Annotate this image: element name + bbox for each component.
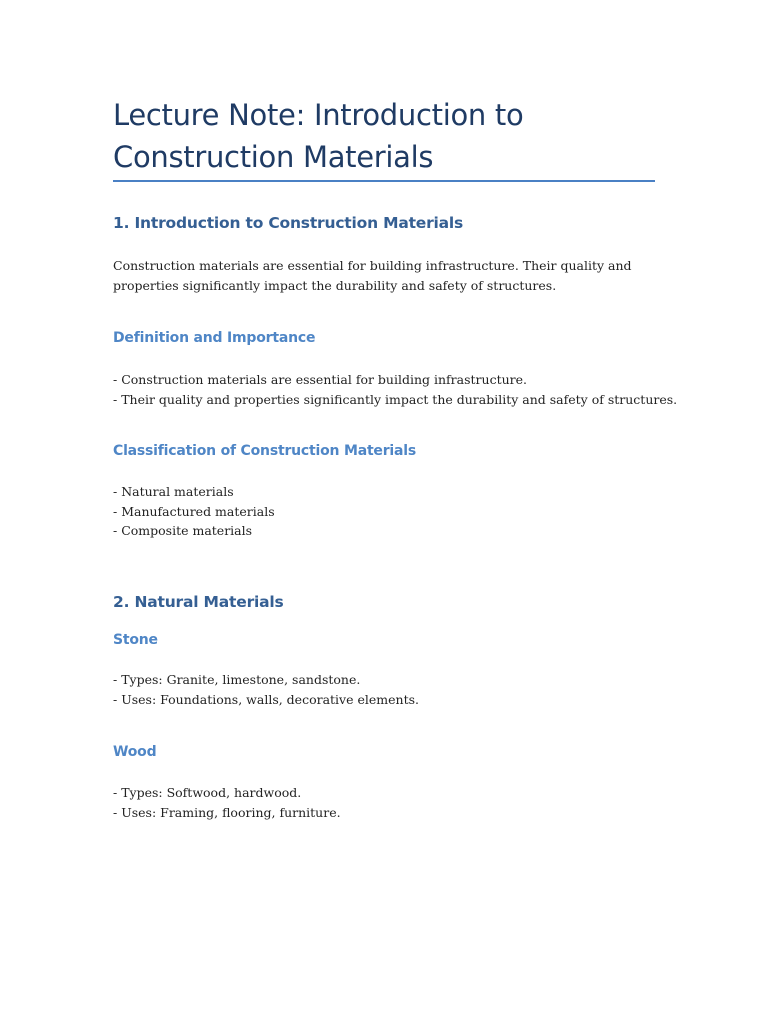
title-line-1: Lecture Note: Introduction to: [113, 98, 524, 132]
intro-paragraph-line-2: properties significantly impact the durability and safety of structures.: [113, 277, 557, 293]
intro-paragraph-line-1: Construction materials are essential for building infrastructure. Their quality and: [113, 258, 632, 273]
subsection-heading-definition: Definition and Importance: [113, 330, 316, 346]
list-item: - Natural materials: [113, 484, 234, 499]
section-heading-natural-materials: 2. Natural Materials: [113, 593, 284, 611]
list-item: - Types: Softwood, hardwood.: [113, 785, 302, 800]
list-item: - Manufactured materials: [113, 503, 275, 519]
list-item: - Uses: Foundations, walls, decorative elements.: [113, 691, 419, 707]
subsection-heading-wood: Wood: [113, 744, 157, 760]
document-title: [113, 94, 673, 178]
subsection-heading-stone: Stone: [113, 632, 158, 648]
stone-list: [113, 670, 653, 709]
classification-list: [113, 482, 653, 541]
subsection-heading-classification: Classification of Construction Materials: [113, 443, 417, 459]
list-item: - Types: Granite, limestone, sandstone.: [113, 672, 361, 687]
list-item: - Composite materials: [113, 523, 253, 538]
list-item: - Construction materials are essential for building infrastructure.: [113, 372, 527, 387]
intro-paragraph: [113, 256, 653, 295]
title-line-2: Construction Materials: [113, 140, 434, 174]
list-item: - Uses: Framing, flooring, furniture.: [113, 804, 341, 820]
list-item: - Their quality and properties significantly impact the durability and safety of structures.: [113, 391, 678, 407]
section-heading-introduction: 1. Introduction to Construction Materials: [113, 214, 464, 232]
definition-list: [113, 370, 678, 409]
title-underline-rule: [113, 180, 655, 182]
wood-list: [113, 783, 653, 822]
